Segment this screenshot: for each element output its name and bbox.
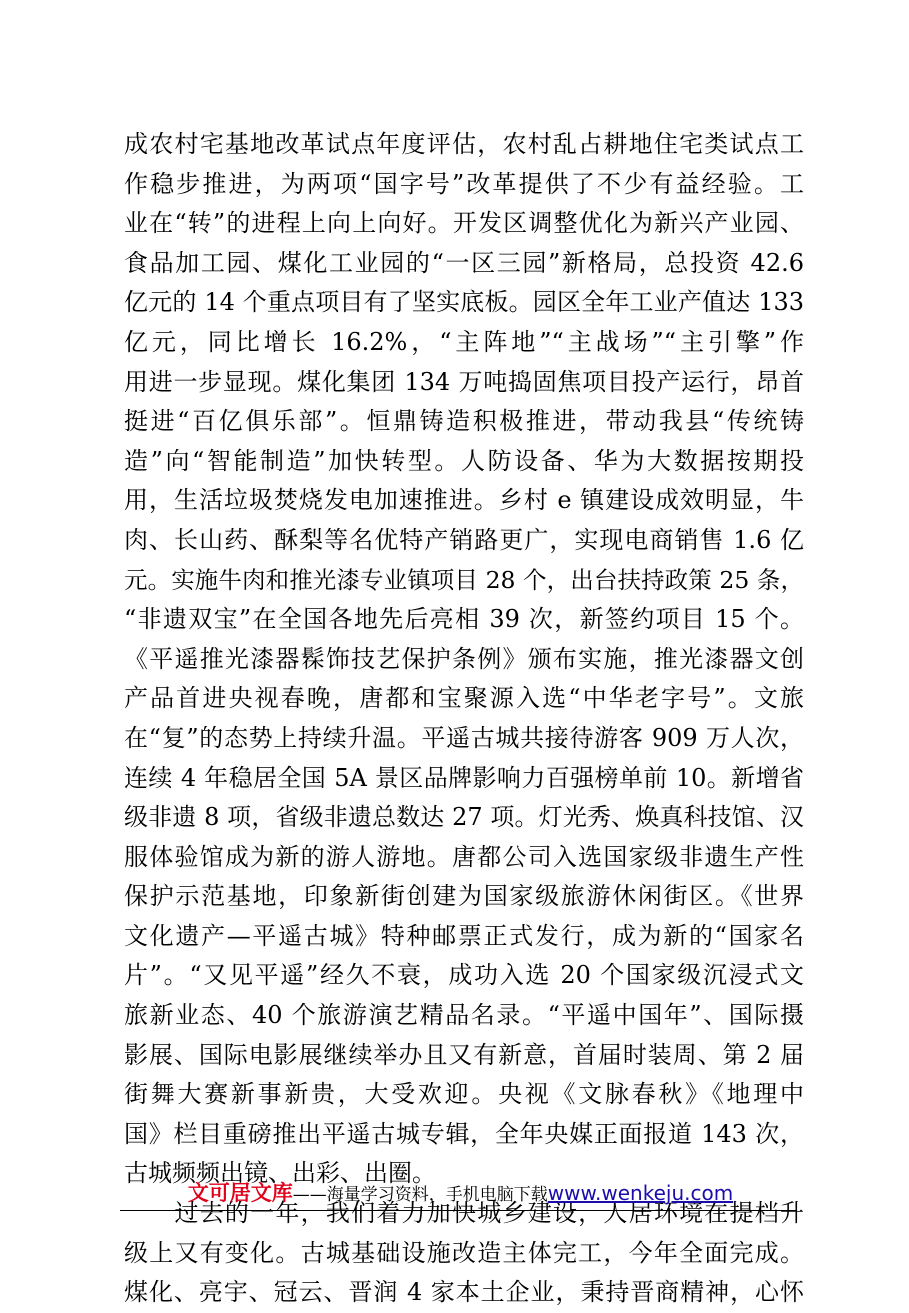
- text-line: 服体验馆成为新的游人游地。唐都公司入选国家级非遗生产性: [124, 842, 804, 871]
- footer-link[interactable]: www.wenkeju.com: [547, 1181, 734, 1205]
- text-line: 肉、长山药、酥梨等名优特产销路更广，实现电商销售 1.6 亿: [124, 525, 804, 554]
- text-line: 业在“转”的进程上向上向好。开发区调整优化为新兴产业园、: [124, 209, 804, 238]
- footer-tagline: ——海量学习资料，手机电脑下载: [292, 1185, 548, 1205]
- text-line: 古城频频出镜、出彩、出圈。: [124, 1159, 436, 1188]
- text-line: 元。实施牛肉和推光漆专业镇项目 28 个，出台扶持政策 25 条，: [124, 565, 804, 594]
- text-line: 食品加工园、煤化工业园的“一区三园”新格局，总投资 42.6: [124, 248, 804, 277]
- text-line: 级非遗 8 项，省级非遗总数达 27 项。灯光秀、焕真科技馆、汉: [124, 803, 804, 832]
- text-line: 级上又有变化。古城基础设施改造主体完工，今年全面完成。: [124, 1238, 804, 1267]
- footer-divider: [120, 1210, 797, 1211]
- text-line: 煤化、亮宇、冠云、晋润 4 家本土企业，秉持晋商精神，心怀: [124, 1278, 804, 1307]
- text-line: 亿元，同比增长 16.2%，“主阵地”“主战场”“主引擎”作: [124, 327, 804, 356]
- text-line: 用，生活垃圾焚烧发电加速推进。乡村 e 镇建设成效明显，牛: [124, 486, 804, 515]
- text-line: 用进一步显现。煤化集团 134 万吨捣固焦项目投产运行，昂首: [124, 367, 804, 396]
- text-line: 《平遥推光漆器髹饰技艺保护条例》颁布实施，推光漆器文创: [124, 644, 804, 673]
- page-footer: [124, 1177, 797, 1207]
- text-line: 挺进“百亿俱乐部”。恒鼎铸造积极推进，带动我县“传统铸: [124, 407, 804, 436]
- text-line: 成农村宅基地改革试点年度评估，农村乱占耕地住宅类试点工: [124, 130, 804, 158]
- text-line: 过去的一年，我们着力加快城乡建设，人居环境在提档升: [124, 1199, 804, 1228]
- text-line: 连续 4 年稳居全国 5A 景区品牌影响力百强榜单前 10。新增省: [124, 763, 804, 792]
- text-line: 造”向“智能制造”加快转型。人防设备、华为大数据按期投: [124, 446, 804, 475]
- document-body: [124, 125, 804, 1313]
- text-line: 街舞大赛新事新贵，大受欢迎。央视《文脉春秋》《地理中: [124, 1080, 804, 1109]
- text-line: 国》栏目重磅推出平遥古城专辑，全年央媒正面报道 143 次，: [124, 1119, 804, 1148]
- text-line: 在“复”的态势上持续升温。平遥古城共接待游客 909 万人次，: [124, 723, 804, 752]
- text-line: 影展、国际电影展继续举办且又有新意，首届时装周、第 2 届: [124, 1040, 804, 1069]
- text-line: 片”。“又见平遥”经久不衰，成功入选 20 个国家级沉浸式文: [124, 961, 804, 990]
- text-line: “非遗双宝”在全国各地先后亮相 39 次，新签约项目 15 个。: [124, 605, 804, 634]
- text-line: 文化遗产—平遥古城》特种邮票正式发行，成为新的“国家名: [124, 921, 804, 950]
- text-line: 保护示范基地，印象新街创建为国家级旅游休闲街区。《世界: [124, 882, 804, 911]
- text-line: 产品首进央视春晚，唐都和宝聚源入选“中华老字号”。文旅: [124, 684, 804, 713]
- text-line: 旅新业态、40 个旅游演艺精品名录。“平遥中国年”、国际摄: [124, 1001, 804, 1030]
- text-line: 作稳步推进，为两项“国字号”改革提供了不少有益经验。工: [124, 169, 804, 198]
- footer-brand: 文可居文库: [187, 1181, 293, 1205]
- text-line: 亿元的 14 个重点项目有了坚实底板。园区全年工业产值达 133: [124, 288, 804, 317]
